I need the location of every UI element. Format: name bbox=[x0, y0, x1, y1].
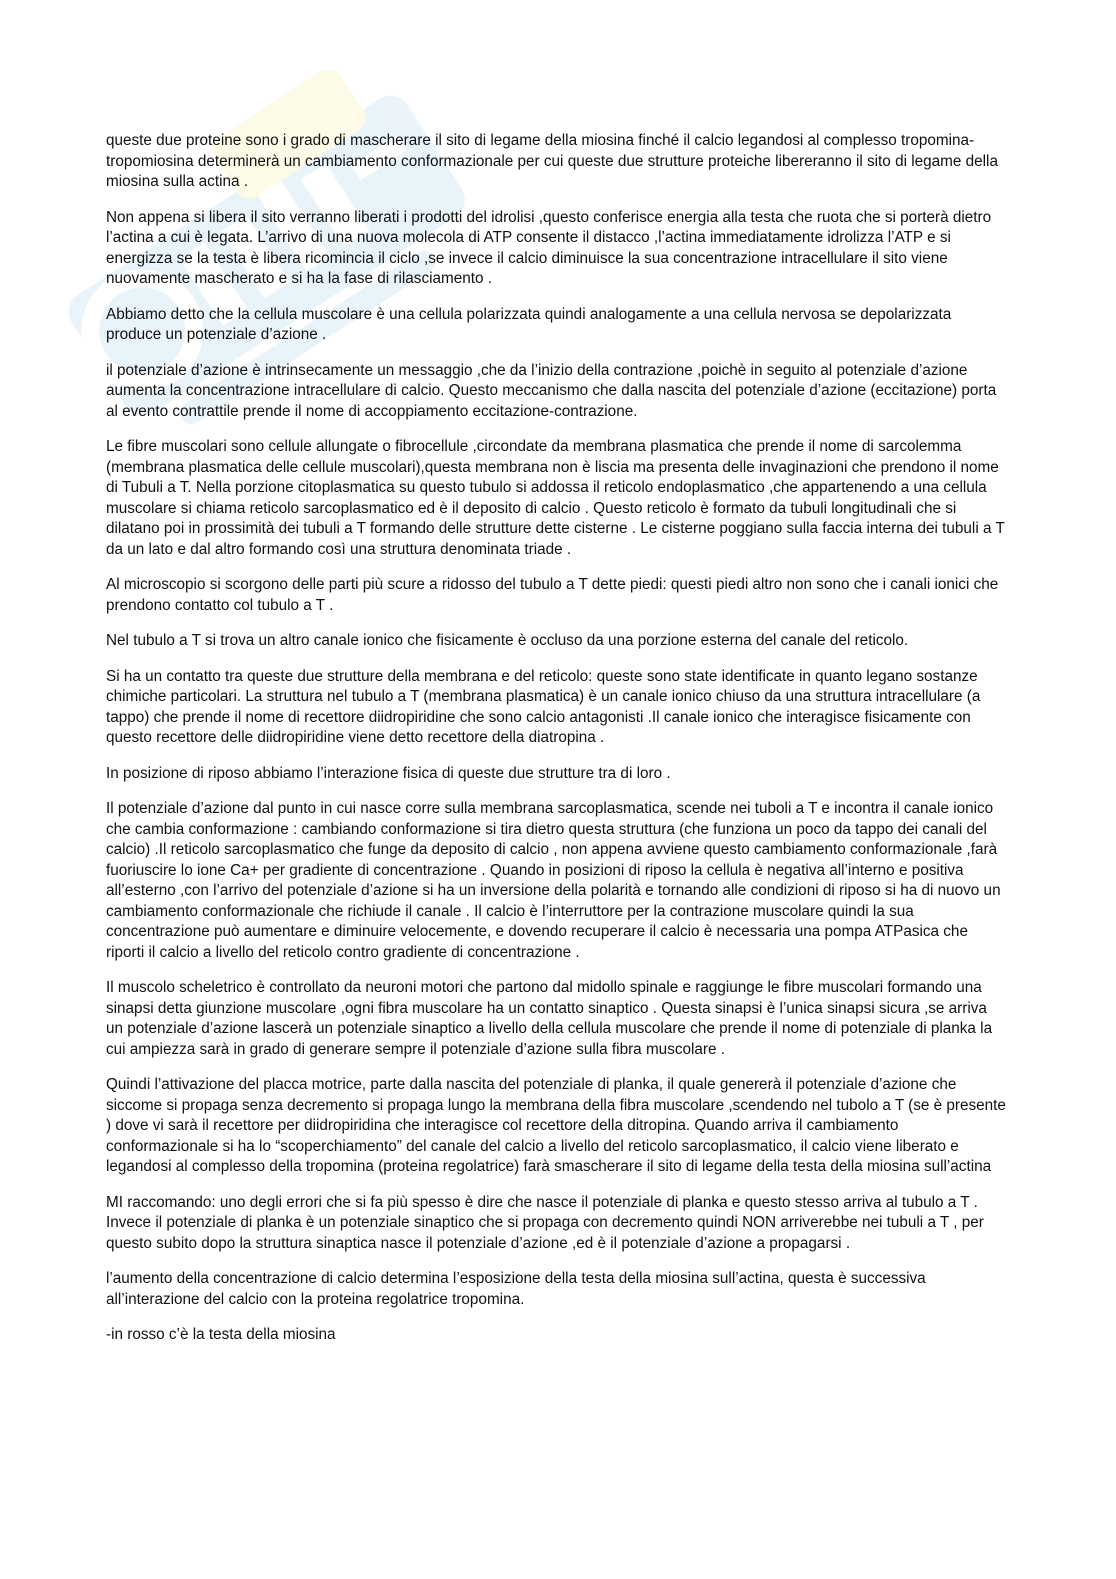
paragraph-13: MI raccomando: uno degli errori che si fa più spesso è dire che nasce il potenziale di planka e questo stesso arriva al tubulo a T . Invece il potenziale di planka è un potenziale sinaptico che si propaga con decremento quindi NON arriverebbe nei tubuli a T , per questo subito dopo la struttura sinaptica nasce il potenziale d’azione ,ed è il potenziale d’azione a propagarsi . bbox=[106, 1193, 984, 1252]
paragraph-7: Nel tubulo a T si trova un altro canale ionico che fisicamente è occluso da una porzione esterna del canale del reticolo. bbox=[106, 632, 909, 649]
document-body bbox=[106, 131, 1006, 1361]
paragraph-9: In posizione di riposo abbiamo l’interazione fisica di queste due strutture tra di loro . bbox=[106, 764, 671, 782]
paragraph-15: -in rosso c’è la testa della miosina bbox=[106, 1326, 336, 1343]
paragraph-2: Non appena si libera il sito verranno liberati i prodotti del idrolisi ,questo conferisce energia alla testa che ruota che si porterà dietro l’actina a cui è legata. L’arrivo di una nuova molecola di ATP consente il distacco ,l’actina immediatamente idrolizza l’ATP e si energizza se la testa è libera ricomincia il ciclo ,se invece il calcio diminuisce la sua concentrazione intracellulare il sito viene nuovamente mascherato e si ha la fase di rilasciamento . bbox=[106, 208, 992, 287]
paragraph-3: Abbiamo detto che la cellula muscolare è una cellula polarizzata quindi analogamente a una cellula nervosa se depolarizzata produce un potenziale d’azione . bbox=[106, 305, 952, 343]
paragraph-4: il potenziale d’azione è intrinsecamente un messaggio ,che da l’inizio della contrazione ,poichè in seguito al potenziale d’azione aumenta la concentrazione intracellulare di calcio. Questo meccanismo che dalla nascita del potenziale d’azione (eccitazione) porta al evento contrattile prende il nome di accoppiamento eccitazione-contrazione. bbox=[106, 361, 997, 420]
paragraph-1: queste due proteine sono i grado di mascherare il sito di legame della miosina finché il calcio legandosi al complesso tropomina-tropomiosina determinerà un cambiamento conformazionale per cui queste due strutture proteiche libereranno il sito di legame della miosina sulla actina . bbox=[106, 132, 998, 190]
paragraph-5: Le fibre muscolari sono cellule allungate o fibrocellule ,circondate da membrana plasmatica che prende il nome di sarcolemma (membrana plasmatica delle cellule muscolari),questa membrana non è liscia ma presenta delle invaginazioni che prendono il nome di Tubuli a T. Nella porzione citoplasmatica su questo tubulo si addossa il reticolo endoplasmatico ,che appartenendo a una cellula muscolare si chiama reticolo sarcoplasmatico ed è il deposito di calcio . Questo reticolo è formato da tubuli longitudinali che si dilatano poi in prossimità dei tubuli a T formando delle strutture dette cisterne . Le cisterne poggiano sulla faccia interna dei tubuli a T da un lato e dal altro formando così una struttura denominata triade . bbox=[106, 438, 1005, 558]
paragraph-11: Il muscolo scheletrico è controllato da neuroni motori che partono dal midollo spinale e raggiunge le fibre muscolari formando una sinapsi detta giunzione muscolare ,ogni fibra muscolare ha un contatto sinaptico . Questa sinapsi è l’unica sinapsi sicura ,se arriva un potenziale d’azione lascerà un potenziale sinaptico a livello della cellula muscolare che prende il nome di potenziale di planka la cui ampiezza sarà in grado di generare sempre il potenziale d’azione sulla fibra muscolare . bbox=[106, 979, 993, 1058]
paragraph-10: Il potenziale d’azione dal punto in cui nasce corre sulla membrana sarcoplasmatica, scende nei tuboli a T e incontra il canale ionico che cambia conformazione : cambiando conformazione si tira dietro questa struttura (che funziona un poco da tappo dei canali del calcio) .Il reticolo sarcoplasmatico che funge da deposito di calcio , non appena avviene questo cambiamento conformazionale ,farà fuoriuscire lo ione Ca+ per gradiente di concentrazione . Quando in posizioni di riposo la cellula è negativa all’interno e positiva all’esterno ,con l’arrivo del potenziale d’azione si ha un inversione della polarità e tornando alle condizioni di riposo si ha di nuovo un cambiamento conformazionale che richiude il canale . Il calcio è l’interruttore per la contrazione muscolare quindi la sua concentrazione può aumentare e diminuire velocemente, e dovendo recuperare il calcio è necessaria una pompa ATPasica che riporti il calcio a livello del reticolo contro gradiente di concentrazione . bbox=[106, 800, 1001, 961]
paragraph-8: Si ha un contatto tra queste due strutture della membrana e del reticolo: queste sono state identificate in quanto legano sostanze chimiche particolari. La struttura nel tubulo a T (membrana plasmatica) è un canale ionico chiuso da una struttura intracellulare (a tappo) che prende il nome di recettore diidropiridine che sono calcio antagonisti .Il canale ionico che interagisce fisicamente con questo recettore delle diidropiridine viene detto recettore della diatropina . bbox=[106, 667, 981, 746]
paragraph-12: Quindi l’attivazione del placca motrice, parte dalla nascita del potenziale di planka, il quale genererà il potenziale d’azione che siccome si propaga senza decremento si propaga lungo la membrana della fibra muscolare ,scendendo nel tubolo a T (se è presente ) dove vi sarà il recettore per diidropiridina che interagisce col recettore della ditropina. Quando arriva il cambiamento conformazionale si ha lo “scoperchiamento” del canale del calcio a livello del reticolo sarcoplasmatico, il calcio viene liberato e legandosi al complesso della tropomina (proteina regolatrice) farà smascherare il sito di legame della testa della miosina sull’actina bbox=[106, 1076, 1006, 1175]
paragraph-6: Al microscopio si scorgono delle parti più scure a ridosso del tubulo a T dette piedi: questi piedi altro non sono che i canali ionici che prendono contatto col tubulo a T . bbox=[106, 576, 999, 614]
paragraph-14: l’aumento della concentrazione di calcio determina l’esposizione della testa della miosina sull’actina, questa è successiva all’interazione del calcio con la proteina regolatrice tropomina. bbox=[106, 1270, 926, 1308]
